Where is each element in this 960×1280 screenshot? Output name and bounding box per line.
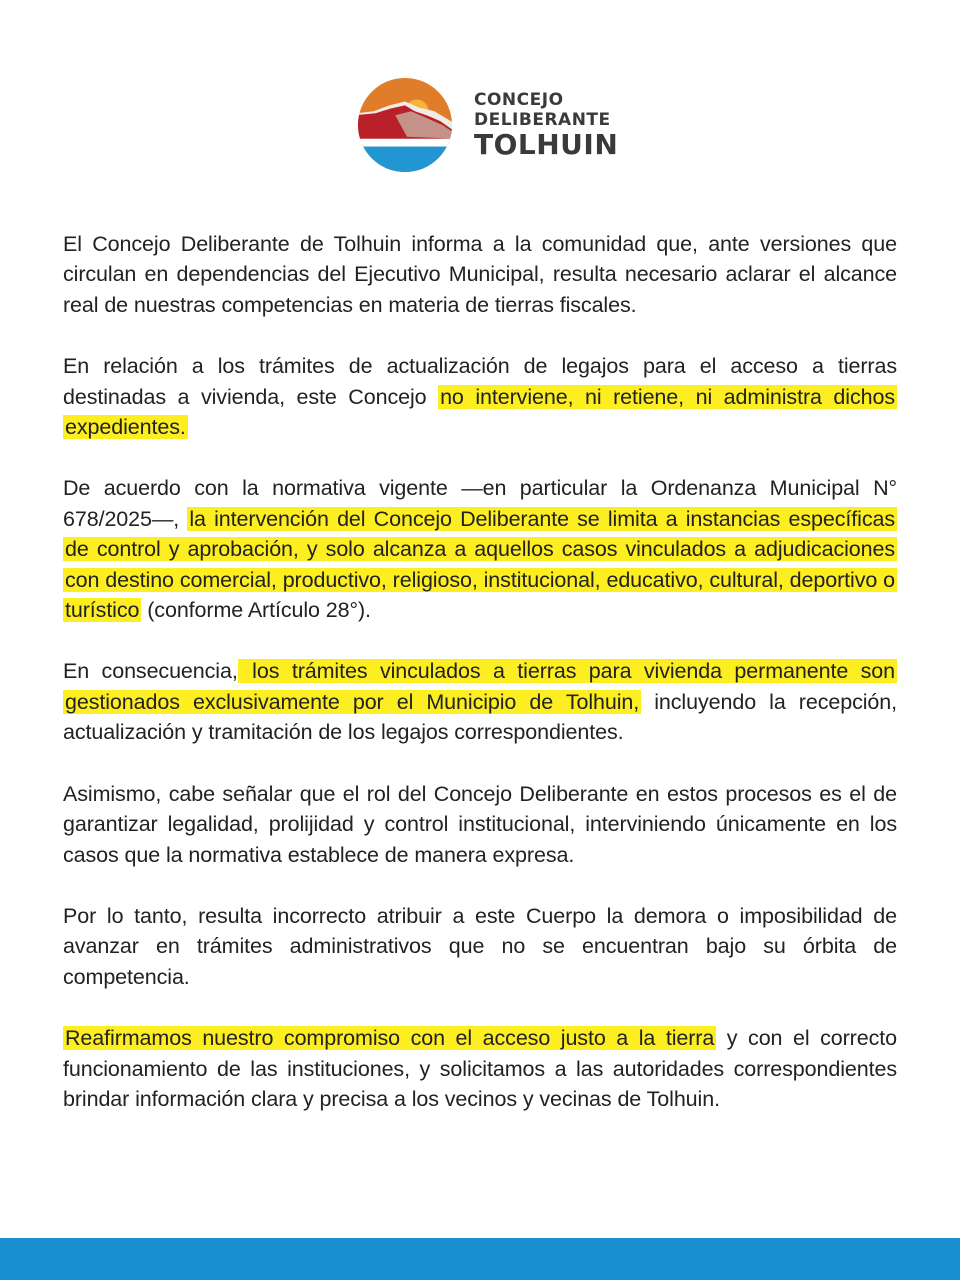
statement-paragraph: [63, 1023, 897, 1114]
statement-paragraph: [63, 901, 897, 992]
paragraph-text: Asimismo, cabe señalar que el rol del Concejo Deliberante en estos procesos es el de garantizar legalidad, prolijidad y control institucional, interviniendo únicamente en los casos que la normativa establece de manera expresa.: [63, 781, 897, 867]
paragraph-text: En consecuencia,: [63, 659, 238, 684]
logo-line-tolhuin: TOLHUIN: [474, 127, 619, 161]
logo-line-deliberante: DELIBERANTE: [474, 109, 611, 130]
concejo-emblem-icon: [356, 76, 454, 174]
paragraph-text: De acuerdo con la normativa vigente —en particular la Ordenanza Municipal N° 678/2025—,: [63, 476, 897, 531]
statement-paragraph: [63, 351, 897, 442]
paragraph-text: y con el correcto funcionamiento de las instituciones, y solicitamos a las autoridades correspondientes brindar información clara y precisa a los vecinos y vecinas de Tolhuin.: [63, 1026, 897, 1111]
highlighted-text: la intervención del Concejo Deliberante se limita a instancias específicas de control y aprobación, y solo alcanza a aquellos casos vinculados a adjudicaciones con destino comercial, productivo, religioso, institucional, educativo, cultural, deportivo o turístico: [65, 506, 895, 623]
paragraph-text: Por lo tanto, resulta incorrecto atribuir a este Cuerpo la demora o imposibilidad de avanzar en trámites administrativos que no se encuentran bajo su órbita de competencia.: [63, 903, 897, 989]
statement-paragraph: [63, 779, 897, 870]
logo-wordmark: [474, 89, 619, 161]
highlighted-text: los trámites vinculados a tierras para vivienda permanente son gestionados exclusivamente por el Municipio de Tolhuin,: [65, 659, 895, 714]
footer-bar: [0, 1238, 960, 1280]
paragraph-text: En relación a los trámites de actualización de legajos para el acceso a tierras destinadas a vivienda, este Concejo: [63, 354, 897, 409]
logo: [356, 76, 618, 174]
statement-paragraph: [63, 473, 897, 625]
statement-paragraph: [63, 656, 897, 747]
paragraph-text: (conforme Artículo 28°).: [141, 598, 371, 623]
highlighted-text: Reafirmamos nuestro compromiso con el acceso justo a la tierra: [65, 1026, 715, 1051]
logo-line-concejo: CONCEJO: [474, 89, 564, 110]
paragraph-text: El Concejo Deliberante de Tolhuin informa a la comunidad que, ante versiones que circulan en dependencias del Ejecutivo Municipal, resulta necesario aclarar el alcance real de nuestras competencias en materia de tierras fiscales.: [63, 232, 897, 317]
statement-body: [63, 229, 897, 1145]
statement-paragraph: [63, 229, 897, 320]
highlighted-text: no interviene, ni retiene, ni administra dichos expedientes.: [65, 384, 895, 440]
paragraph-text: incluyendo la recepción, actualización y tramitación de los legajos correspondientes.: [63, 689, 897, 745]
